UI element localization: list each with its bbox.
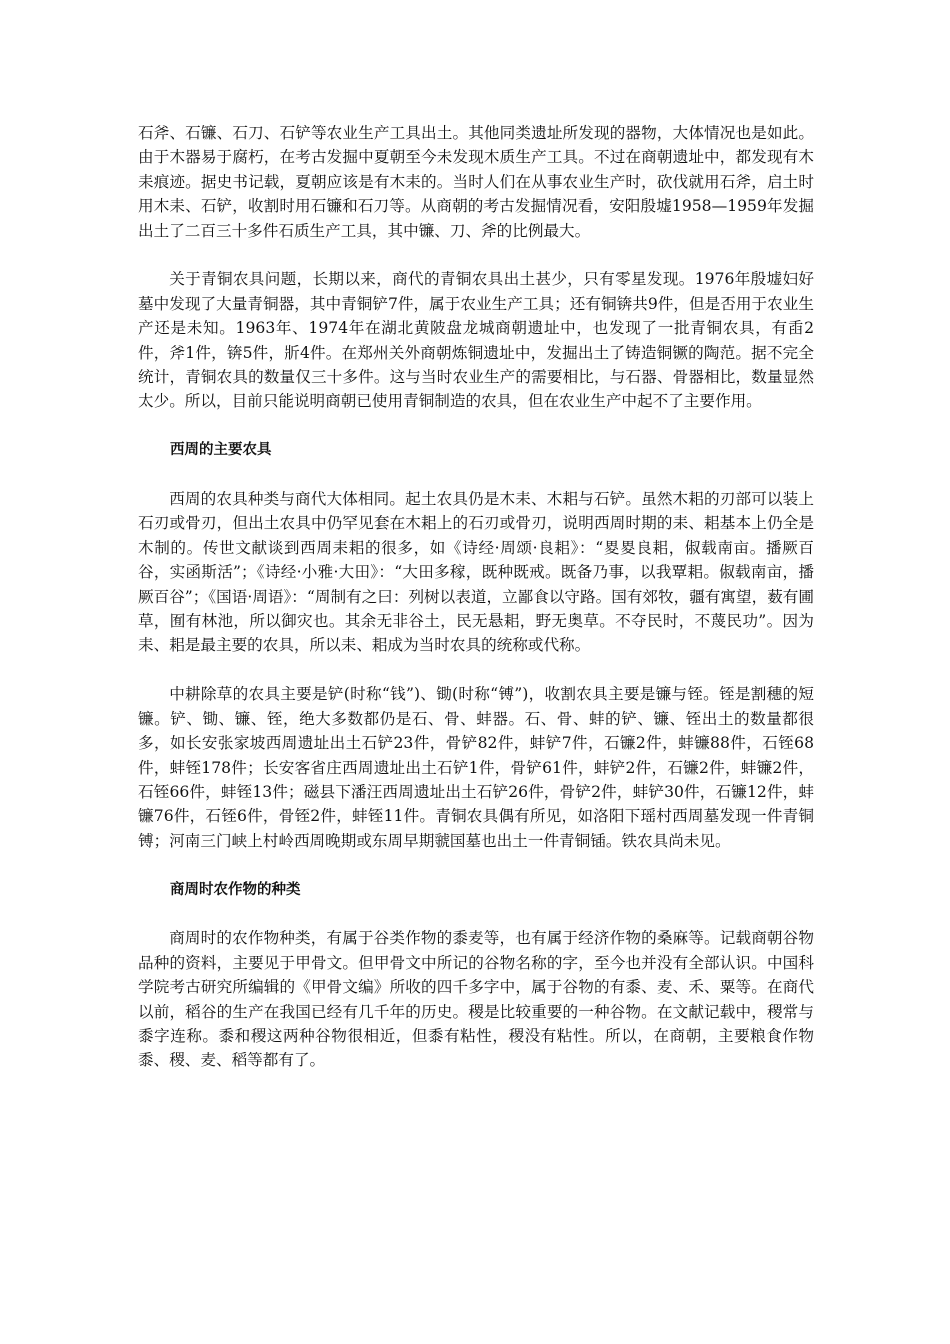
paragraph-crop-types: 商周时的农作物种类，有属于谷类作物的黍麦等，也有属于经济作物的桑麻等。记载商朝谷物品种的资料，主要见于甲骨文。但甲骨文中所记的谷物名称的字，至今也并没有全部认识。中国科学院考古研究所编辑的《甲骨文编》所收的四千多字中，属于谷物的有黍、麦、禾、粟等。在商代以前，稻谷的生产在我国已经有几千年的历史。稷是比较重要的一种谷物。在文献记载中，稷常与黍字连称。黍和稷这两种谷物很相近，但黍有粘性，稷没有粘性。所以，在商朝，主要粮食作物黍、稷、麦、稻等都有了。 [138, 929, 814, 1070]
paragraph-stone-tools: 石斧、石镰、石刀、石铲等农业生产工具出土。其他同类遗址所发现的器物，大体情况也是如此。由于木器易于腐朽，在考古发掘中夏朝至今未发现木质生产工具。不过在商朝遗址中，都发现有木耒痕迹。据史书记载，夏朝应该是有木耒的。当时人们在从事农业生产时，砍伐就用石斧，启土时用木耒、石铲，收割时用石镰和石刀等。从商朝的考古发掘情况看，安阳殷墟1958—1959年发掘出土了二百三十多件石质生产工具，其中镰、刀、斧的比例最大。 [138, 124, 814, 240]
document-page [138, 121, 814, 1097]
section-heading-crop-types: 商周时农作物的种类 [170, 881, 301, 898]
paragraph-western-zhou-tools: 西周的农具种类与商代大体相同。起土农具仍是木耒、木耜与石铲。虽然木耜的刃部可以装上石刃或骨刃，但出土农具中仍罕见套在木耜上的石刃或骨刃，说明西周时期的耒、耜基本上仍全是木制的。传世文献谈到西周耒耜的很多，如《诗经·周颂·良耜》：“畟畟良耜，俶载南亩。播厥百谷，实函斯活”；《诗经·小雅·大田》：“大田多稼，既种既戒。既备乃事，以我覃耜。俶载南亩，播厥百谷”；《国语·周语》：“周制有之曰：列树以表道，立鄙食以守路。国有郊牧，疆有寓望，薮有圃草，囿有林池，所以御灾也。其余无非谷土，民无悬耜，野无奥草。不夺民时，不蔑民功”。因为耒、耜是最主要的农具，所以耒、耜成为当时农具的统称或代称。 [138, 490, 814, 655]
section-heading-western-zhou-tools: 西周的主要农具 [170, 442, 272, 459]
paragraph-weeding-harvest-tools: 中耕除草的农具主要是铲(时称“钱”)、锄(时称“镈”)，收割农具主要是镰与铚。铚是割穗的短镰。铲、锄、镰、铚，绝大多数都仍是石、骨、蚌器。石、骨、蚌的铲、镰、铚出土的数量都很多，如长安张家坡西周遗址出土石铲23件，骨铲82件，蚌铲7件，石镰2件，蚌镰88件，石铚68件，蚌铚178件；长安客省庄西周遗址出土石铲1件，骨铲61件，蚌铲2件，石镰2件，蚌镰2件，石铚66件，蚌铚13件；磁县下潘汪西周遗址出土石铲26件，骨铲2件，蚌铲30件，石镰12件，蚌镰76件，石铚6件，骨铚2件，蚌铚11件。青铜农具偶有所见，如洛阳下瑶村西周墓发现一件青铜镈；河南三门峡上村岭西周晚期或东周早期虢国墓也出土一件青铜锸。铁农具尚未见。 [138, 685, 814, 850]
paragraph-bronze-tools: 关于青铜农具问题，长期以来，商代的青铜农具出土甚少，只有零星发现。1976年殷墟妇好墓中发现了大量青铜器，其中青铜铲7件，属于农业生产工具；还有铜锛共9件，但是否用于农业生产还是未知。1963年、1974年在湖北黄陂盘龙城商朝遗址中，也发现了一批青铜农具，有臿2件，斧1件，锛5件，斨4件。在郑州关外商朝炼铜遗址中，发掘出土了铸造铜镢的陶范。据不完全统计，青铜农具的数量仅三十多件。这与当时农业生产的需要相比，与石器、骨器相比，数量显然太少。所以，目前只能说明商朝已使用青铜制造的农具，但在农业生产中起不了主要作用。 [138, 270, 814, 411]
